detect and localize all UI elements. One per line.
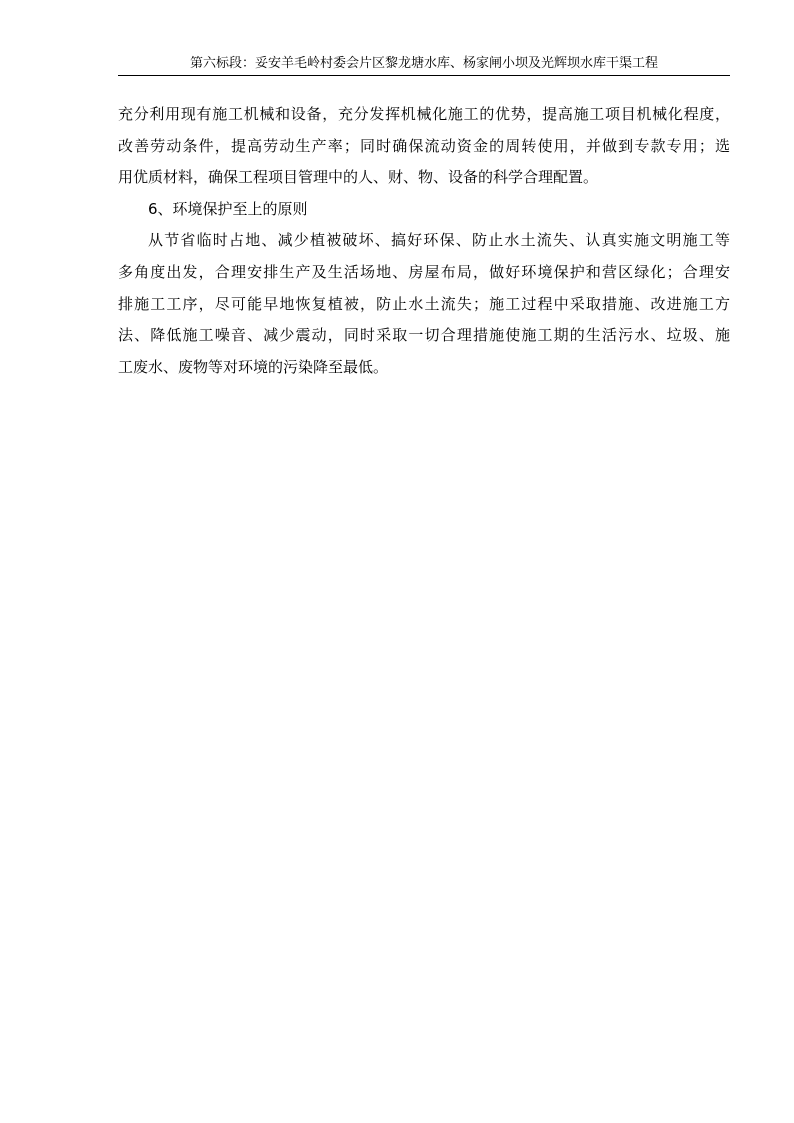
paragraph-line: 从节省临时占地、减少植被破坏、搞好环保、防止水土流失、认真实施文明施工等 [148, 231, 730, 250]
body-text [118, 99, 730, 383]
paragraph-line: 排施工工序，尽可能早地恢复植被，防止水土流失；施工过程中采取措施、改进施工方 [118, 294, 730, 313]
page-header: 第六标段：妥安羊毛岭村委会片区黎龙塘水库、杨家闸小坝及光辉坝水库干渠工程 [189, 56, 658, 71]
paragraph-line: 工废水、废物等对环境的污染降至最低。 [118, 357, 389, 376]
section-heading: 6、环境保护至上的原则 [148, 199, 308, 218]
header-divider [118, 75, 730, 76]
paragraph-line: 充分利用现有施工机械和设备，充分发挥机械化施工的优势，提高施工项目机械化程度， [118, 105, 730, 123]
paragraph-line: 改善劳动条件，提高劳动生产率；同时确保流动资金的周转使用，并做到专款专用；选 [118, 136, 730, 155]
paragraph-line: 多角度出发，合理安排生产及生活场地、房屋布局，做好环境保护和营区绿化；合理安 [118, 262, 730, 281]
paragraph-line: 用优质材料，确保工程项目管理中的人、财、物、设备的科学合理配置。 [118, 168, 599, 187]
paragraph-line: 法、降低施工噪音、减少震动，同时采取一切合理措施使施工期的生活污水、垃圾、施 [118, 326, 730, 345]
